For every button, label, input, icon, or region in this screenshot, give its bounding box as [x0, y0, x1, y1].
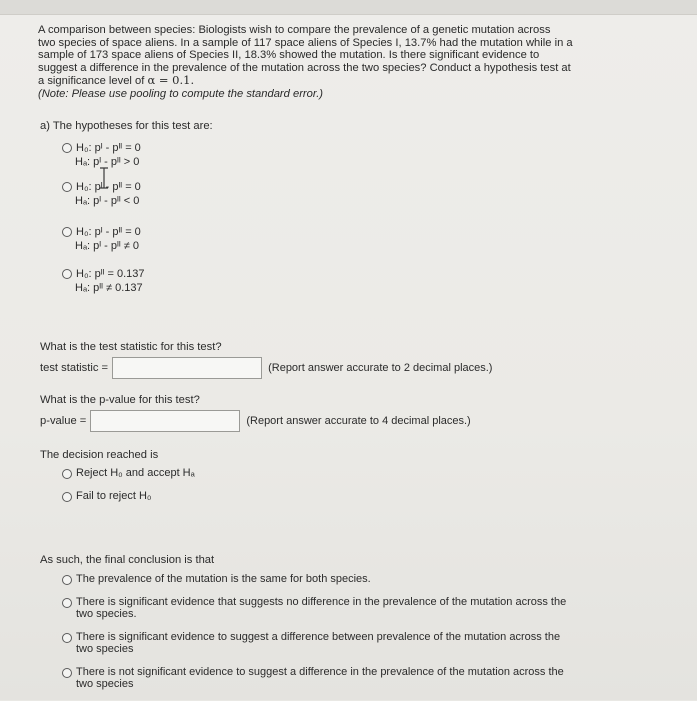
significance-prefix: a significance level of: [38, 75, 145, 88]
text-cursor-icon: [98, 167, 110, 189]
alt-hypothesis: Hₐ: pᴵ - pᴵᴵ < 0: [75, 195, 140, 207]
conclusion-text-cont: two species: [76, 678, 134, 690]
p-value-block: [40, 394, 471, 432]
intro-line: A comparison between species: Biologists wish to compare the prevalence of a genetic mutation across: [38, 24, 551, 36]
null-hypothesis: H₀: pᴵᴵ = 0.137: [76, 268, 145, 280]
conclusion-text: There is significant evidence to suggest a difference between prevalence of the mutation across the: [76, 630, 561, 643]
radio-button[interactable]: [62, 668, 72, 678]
alt-hypothesis: Hₐ: pᴵᴵ ≠ 0.137: [75, 282, 143, 294]
null-hypothesis: H₀: pᴵ - pᴵᴵ = 0: [76, 142, 141, 154]
conclusion-option-2[interactable]: [62, 596, 640, 621]
conclusion-text-cont: two species: [76, 643, 134, 655]
hypothesis-option-1[interactable]: [62, 141, 141, 169]
intro-line: [38, 74, 658, 88]
problem-statement: [38, 24, 658, 101]
intro-line: suggest a difference in the prevalence of the mutation across the two species? Conduct a hypothesis test at: [38, 61, 571, 74]
conclusion-option-4[interactable]: [62, 666, 640, 691]
conclusion-text-cont: two species.: [76, 608, 137, 620]
conclusion-text: The prevalence of the mutation is the same for both species.: [76, 573, 371, 585]
radio-button[interactable]: [62, 143, 72, 153]
intro-line: two species of space aliens. In a sample of 117 space aliens of Species I, 13.7% had the mutation while in a: [38, 36, 573, 49]
radio-button[interactable]: [62, 227, 72, 237]
intro-line: sample of 173 space aliens of Species II, 18.3% showed the mutation. Is there significant evidence to: [38, 49, 540, 62]
null-hypothesis: H₀: pᴵ - pᴵᴵ = 0: [76, 226, 141, 238]
null-hypothesis: H₀: pᴵ - pᴵᴵ = 0: [76, 181, 141, 193]
radio-button[interactable]: [62, 575, 72, 585]
decision-option-reject[interactable]: [62, 467, 195, 480]
part-a-label: a) The hypotheses for this test are:: [40, 120, 213, 132]
conclusion-label: As such, the final conclusion is that: [40, 554, 215, 566]
radio-button[interactable]: [62, 269, 72, 279]
p-value-input[interactable]: [90, 410, 240, 432]
p-value-label: p-value =: [40, 415, 87, 427]
test-statistic-label: test statistic =: [40, 362, 109, 374]
hypothesis-option-3[interactable]: [62, 225, 141, 253]
conclusion-option-3[interactable]: [62, 631, 640, 656]
conclusion-text: There is not significant evidence to suggest a difference in the prevalence of the mutation across the: [76, 665, 564, 678]
radio-button[interactable]: [62, 598, 72, 608]
decision-label: The decision reached is: [40, 449, 159, 461]
top-edge: [0, 0, 697, 15]
radio-button[interactable]: [62, 182, 72, 192]
decision-option-text: Reject H₀ and accept Hₐ: [76, 467, 195, 479]
radio-button[interactable]: [62, 492, 72, 502]
pooling-note: (Note: Please use pooling to compute the standard error.): [38, 87, 324, 100]
test-statistic-block: [40, 341, 492, 379]
radio-button[interactable]: [62, 633, 72, 643]
p-value-question: What is the p-value for this test?: [40, 394, 200, 406]
test-statistic-input[interactable]: [112, 357, 262, 379]
conclusion-text: There is significant evidence that suggests no difference in the prevalence of the mutation across the: [76, 595, 567, 608]
decision-option-text: Fail to reject H₀: [76, 489, 152, 502]
hypothesis-option-4[interactable]: [62, 267, 144, 295]
decision-block: [40, 449, 195, 512]
conclusion-option-1[interactable]: [62, 573, 640, 586]
p-value-hint: (Report answer accurate to 4 decimal places.): [246, 415, 471, 427]
test-statistic-question: What is the test statistic for this test?: [40, 341, 222, 353]
radio-button[interactable]: [62, 469, 72, 479]
alt-hypothesis: Hₐ: pᴵ - pᴵᴵ ≠ 0: [75, 240, 139, 252]
conclusion-block: [40, 554, 640, 701]
decision-option-fail[interactable]: [62, 490, 195, 503]
alpha-value: α = 0.1.: [147, 73, 195, 88]
test-statistic-hint: (Report answer accurate to 2 decimal places.): [268, 362, 493, 374]
alt-hypothesis: Hₐ: pᴵ - pᴵᴵ > 0: [75, 156, 140, 168]
